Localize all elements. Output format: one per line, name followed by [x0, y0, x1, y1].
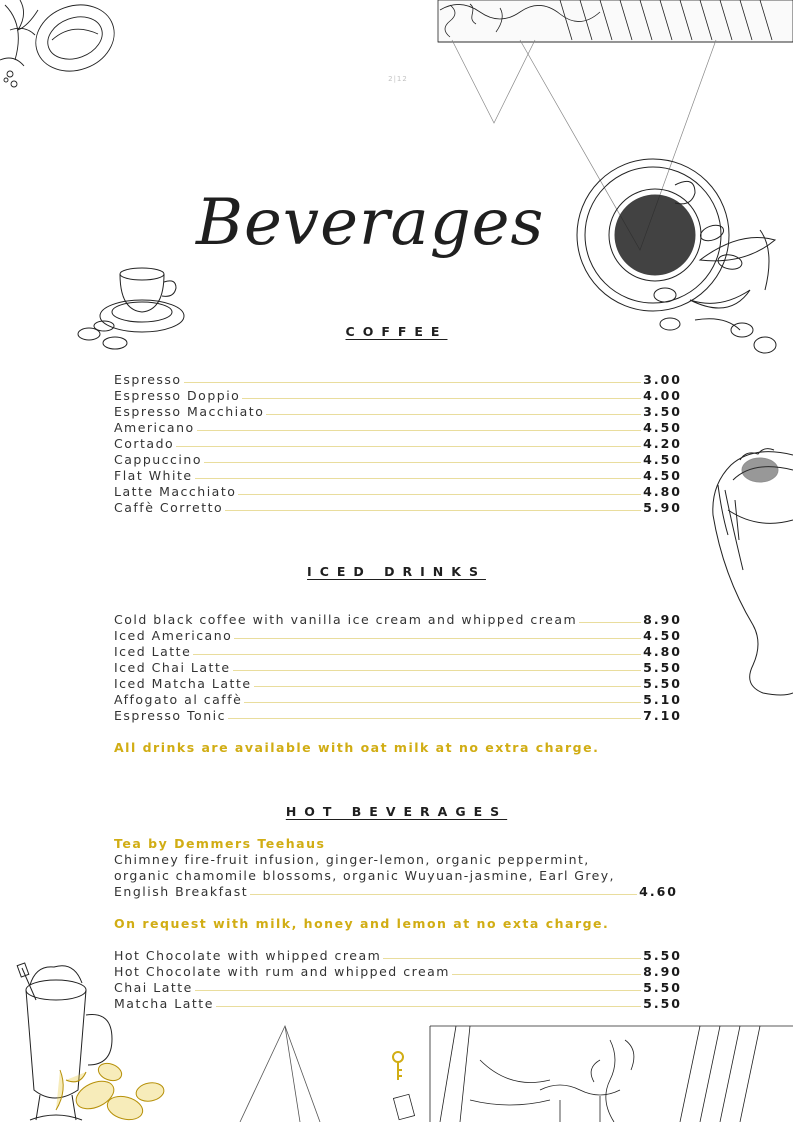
- menu-item: Cold black coffee with vanilla ice cream and whipped cream 8.90: [114, 612, 682, 627]
- menu-item: Iced Americano 4.50: [114, 628, 682, 643]
- menu-item: Iced Latte 4.80: [114, 644, 682, 659]
- menu-item: Americano 4.50: [114, 420, 682, 435]
- tea-price-row: English Breakfast 4.60: [114, 884, 678, 899]
- menu-item: Chai Latte 5.50: [114, 980, 682, 995]
- section-heading-coffee: COFFEE: [345, 324, 448, 339]
- menu-item: Caffè Corretto 5.90: [114, 500, 682, 515]
- menu-item: Iced Chai Latte 5.50: [114, 660, 682, 675]
- menu-item: Matcha Latte 5.50: [114, 996, 682, 1011]
- menu-item: Espresso 3.00: [114, 372, 682, 387]
- menu-item: Flat White 4.50: [114, 468, 682, 483]
- menu-item: Espresso Doppio 4.00: [114, 388, 682, 403]
- menu-item: Cappuccino 4.50: [114, 452, 682, 467]
- menu-item: Espresso Macchiato 3.50: [114, 404, 682, 419]
- tea-request-note: On request with milk, honey and lemon at no exta charge.: [114, 916, 610, 931]
- page-number: 2|12: [388, 75, 408, 83]
- menu-item: Hot Chocolate with whipped cream 5.50: [114, 948, 682, 963]
- menu-item: Iced Matcha Latte 5.50: [114, 676, 682, 691]
- section-heading-hot-beverages: HOT BEVERAGES: [285, 804, 508, 819]
- menu-item: Hot Chocolate with rum and whipped cream 8.90: [114, 964, 682, 979]
- menu-item: Cortado 4.20: [114, 436, 682, 451]
- oat-milk-note: All drinks are available with oat milk at no extra charge.: [114, 740, 600, 755]
- tea-description: Chimney fire-fruit infusion, ginger-lemon, organic peppermint, organic chamomile blossoms, organic Wuyuan-jasmine, Earl Grey,: [114, 852, 615, 883]
- section-heading-iced-drinks: ICED DRINKS: [307, 564, 486, 579]
- menu-item: Affogato al caffè 5.10: [114, 692, 682, 707]
- page-title: Beverages: [196, 186, 545, 260]
- menu-item: Espresso Tonic 7.10: [114, 708, 682, 723]
- menu-item: Latte Macchiato 4.80: [114, 484, 682, 499]
- key-logo-icon: [391, 1050, 405, 1082]
- tea-heading: Tea by Demmers Teehaus: [114, 836, 326, 851]
